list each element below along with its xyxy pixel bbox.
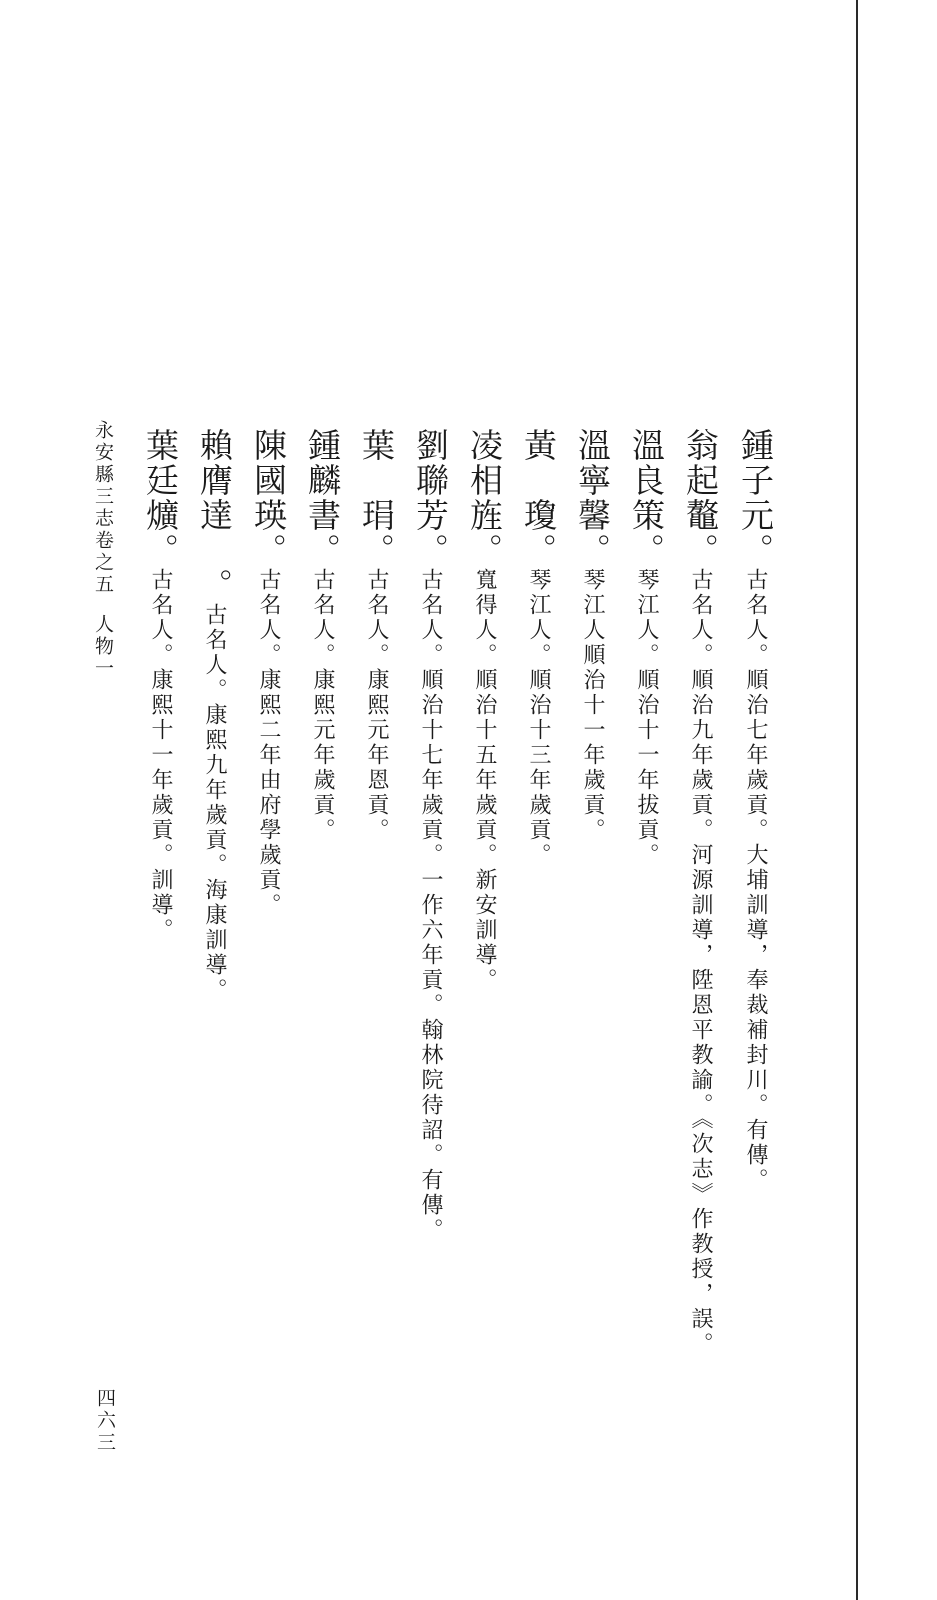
entry-column [736, 428, 775, 1193]
entry-column [303, 428, 342, 843]
section-title: 人物一 [92, 614, 114, 680]
entry-column [249, 428, 288, 918]
entry-description: 古名人。順治十七年歲貢。一作六年貢。翰林院待詔。有傳。 [418, 568, 443, 1243]
entry-description: 古名人。順治九年歲貢。河源訓導，陞恩平教諭。《次志》作教授，誤。 [688, 568, 713, 1357]
entry-name: 陳國瑛。 [249, 428, 288, 568]
entry-description: 古名人。順治七年歲貢。大埔訓導，奉裁補封川。有傳。 [743, 568, 768, 1193]
entry-name: 翁起鼇。 [681, 428, 720, 568]
entry-name: 溫良策。 [627, 428, 666, 568]
entry-description: 古名人。康熙二年由府學歲貢。 [256, 568, 281, 918]
entry-description: 古名人。康熙元年歲貢。 [310, 568, 335, 843]
entry-column [627, 428, 666, 868]
entry-description: 古名人。康熙元年恩貢。 [364, 568, 389, 843]
entry-column [141, 428, 180, 943]
entry-name: 賴膺達 。 [195, 428, 234, 603]
entry-column [195, 428, 234, 1003]
entry-name: 劉聯芳。 [411, 428, 450, 568]
entry-name: 黃 瓊。 [519, 428, 558, 568]
entry-description: 琴江人。順治十三年歲貢。 [526, 568, 551, 868]
entry-description: 寬得人。順治十五年歲貢。新安訓導。 [472, 568, 497, 993]
entry-column [681, 428, 720, 1357]
entry-description: 琴江人順治十一年歲貢。 [580, 568, 605, 843]
entry-name: 鍾麟書。 [303, 428, 342, 568]
entry-name: 鍾子元。 [736, 428, 775, 568]
entry-column [573, 428, 612, 843]
page-edge-line [856, 0, 858, 1600]
entry-column [357, 428, 396, 843]
running-header [90, 420, 117, 680]
book-title: 永安縣三志卷之五 [92, 420, 114, 596]
entry-name: 溫寧馨。 [573, 428, 612, 568]
entry-name: 葉廷爌。 [141, 428, 180, 568]
entry-column [411, 428, 450, 1243]
entry-column [465, 428, 504, 993]
entry-name: 凌相旌。 [465, 428, 504, 568]
entry-description: 琴江人。順治十一年拔貢。 [634, 568, 659, 868]
entry-column [519, 428, 558, 868]
page-number: 四六三 [94, 1388, 116, 1454]
entry-name: 葉 琄。 [357, 428, 396, 568]
entry-description: 古名人。康熙九年歲貢。海康訓導。 [202, 603, 227, 1003]
entry-description: 古名人。康熙十一年歲貢。訓導。 [148, 568, 173, 943]
